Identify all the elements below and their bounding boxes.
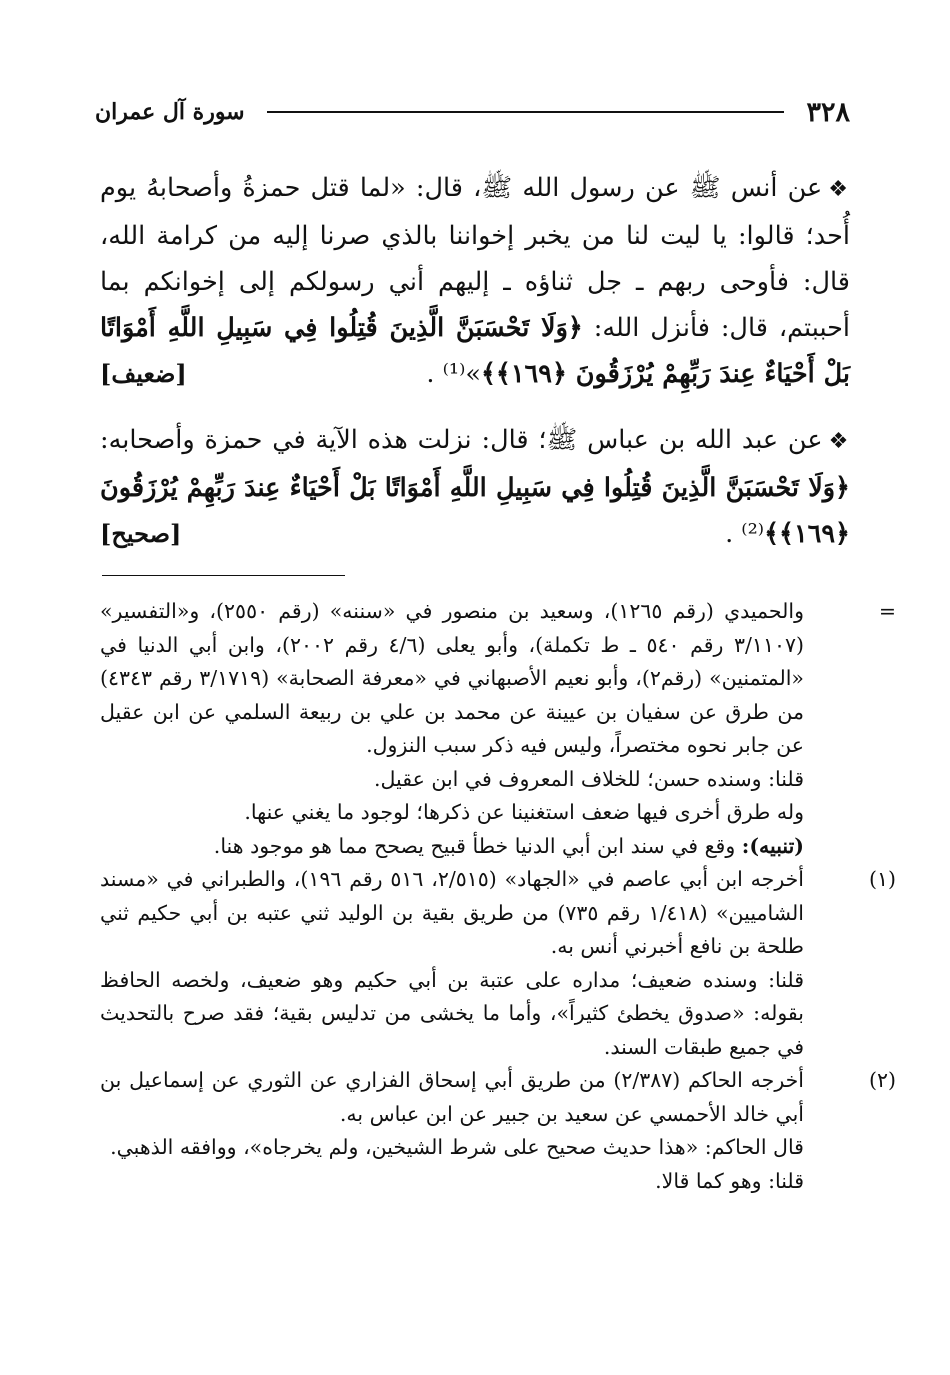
header-rule — [267, 111, 785, 113]
diamond-bullet-icon: ❖ — [828, 429, 850, 454]
hadith-paragraph — [100, 165, 850, 397]
note-label: (تنبيه): — [741, 833, 804, 858]
diamond-bullet-icon: ❖ — [828, 177, 850, 202]
footnote-paragraph: قال الحاكم: «هذا حديث صحيح على شرط الشيخين، ولم يخرجاه»، ووافقه الذهبي. — [110, 1135, 804, 1159]
footnote-body — [100, 863, 804, 1064]
hadith-text: عن أنس ﷺ عن رسول الله ﷺ، قال: «لما قتل حمزةُ وأصحابهُ يوم أُحد؛ قالوا: يا ليت لنا من يخبر إخواننا بالذي صرنا إليه من كرامة الله، قال: فأوحى ربهم ـ جل ثناؤه ـ إليهم أني رسولكم إلى إخوانكم بما أحببتم، قال: فأنزل الله: — [100, 173, 850, 343]
footnote-paragraph: قلنا: وهو كما قالا. — [655, 1168, 804, 1193]
hadith-ending: »⁽¹⁾ . — [426, 359, 481, 389]
footnote-body — [100, 595, 804, 863]
page-number: ٣٢٨ — [806, 96, 850, 128]
footnote-mark: = — [878, 599, 896, 623]
running-header — [95, 92, 850, 132]
footnote-separator — [102, 575, 345, 576]
footnote-paragraph: قلنا: وسنده حسن؛ للخلاف المعروف في ابن عقيل. — [374, 766, 804, 791]
footnote-paragraph: والحميدي (رقم ١٢٦٥)، وسعيد بن منصور في «سننه» (رقم ٢٥٥٠)، و«التفسير» (٣/١١٠٧ رقم ٥٤٠ ـ ط تكملة)، وأبو يعلى (٤/٦ رقم ٢٠٠٢)، وابن أبي الدنيا في «المتمنين» (رقم٢)، وأبو نعيم الأصبهاني في «معرفة الصحابة» (٣/١٧١٩ رقم ٤٣٤٣) من طرق عن سفيان بن عيينة عن محمد بن علي بن ربيعة السلمي عن ابن عقيل عن جابر نحوه مختصراً، وليس فيه ذكر سبب النزول. — [100, 599, 804, 757]
quran-verse: ﴿وَلَا تَحْسَبَنَّ الَّذِينَ قُتِلُوا فِي سَبِيلِ اللَّهِ أَمْوَاتًا بَلْ أَحْيَاءٌ عِندَ رَبِّهِمْ يُرْزَقُونَ ﴿١٦٩﴾﴾ — [100, 473, 850, 549]
hadith-grade: [صحيح] — [100, 519, 182, 548]
footnote-mark: (٢) — [868, 1068, 896, 1092]
hadith-ending: ⁽²⁾ . — [725, 519, 765, 549]
footnote-note — [100, 830, 804, 864]
surah-title: سورة آل عمران — [95, 99, 245, 125]
footnote-paragraph: أخرجه ابن أبي عاصم في «الجهاد» (٢/٥١٥، ٥١٦ رقم ١٩٦)، والطبراني في «مسند الشاميين» (١/٤١٨ رقم ٧٣٥) من طريق بقية بن الوليد ثني عتبه بن أبي حكيم ثني طلحة بن نافع أخبرني أنس به. — [100, 867, 804, 958]
hadith-text: عن عبد الله بن عباس ﷺ؛ قال: نزلت هذه الآية في حمزة وأصحابه: — [100, 425, 823, 455]
main-text — [100, 165, 850, 577]
footnote-mark: (١) — [868, 867, 896, 891]
note-text: وقع في سند ابن أبي الدنيا خطأ قبيح يصحح مما هو موجود هنا. — [213, 833, 742, 858]
footnote-paragraph: أخرجه الحاكم (٢/٣٨٧) من طريق أبي إسحاق الفزاري عن الثوري عن إسماعيل بن أبي خالد الأحمسي عن سعيد بن جبير عن ابن عباس به. — [100, 1068, 804, 1126]
hadith-paragraph — [100, 417, 850, 557]
footnote-body — [100, 1064, 804, 1198]
footnote-paragraph: قلنا: وسنده ضعيف؛ مداره على عتبة بن أبي حكيم وهو ضعيف، ولخصه الحافظ بقوله: «صدوق يخطئ كثيراً»، وأما ما يخشى من تدليس بقية؛ فقد صرح بالتحديث في جميع طبقات السند. — [100, 967, 804, 1059]
footnote — [100, 595, 896, 863]
hadith-grade: [ضعيف] — [100, 359, 187, 388]
footnote — [100, 1064, 896, 1198]
footnote — [100, 863, 896, 1064]
footnote-paragraph: وله طرق أخرى فيها ضعف استغنينا عن ذكرها؛ لوجود ما يغني عنها. — [244, 800, 804, 824]
footnotes — [100, 595, 896, 1198]
quran-verse: ﴿وَلَا تَحْسَبَنَّ الَّذِينَ قُتِلُوا فِي سَبِيلِ اللَّهِ أَمْوَاتًا بَلْ أَحْيَاءٌ عِندَ رَبِّهِمْ يُرْزَقُونَ ﴿١٦٩﴾﴾ — [100, 313, 850, 389]
